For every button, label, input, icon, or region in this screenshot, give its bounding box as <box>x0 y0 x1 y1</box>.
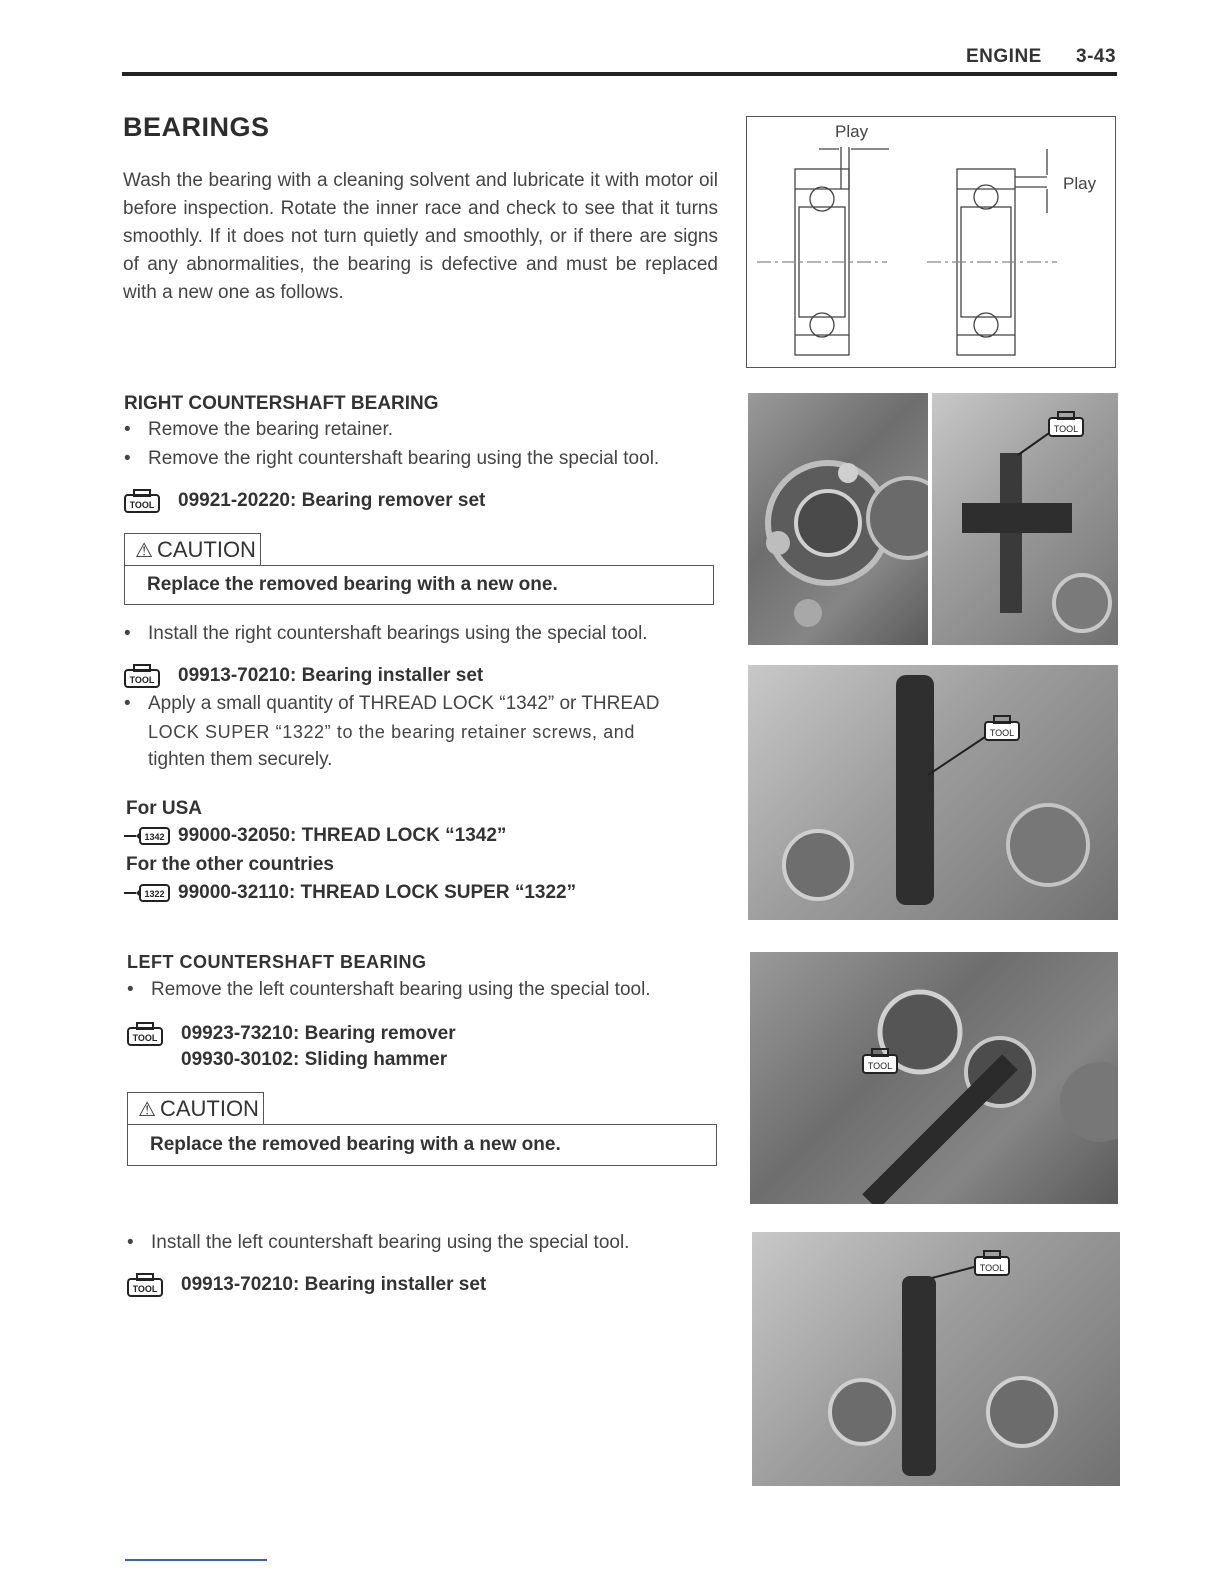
play-label-radial: Play <box>1063 174 1097 193</box>
warning-icon: ⚠ <box>135 539 153 562</box>
caution-box: Replace the removed bearing with a new one. <box>124 565 714 605</box>
svg-text:TOOL: TOOL <box>132 1033 158 1043</box>
tool-icon <box>862 1048 898 1074</box>
installer-right-photo-art <box>748 665 1118 920</box>
svg-text:TOOL: TOOL <box>989 728 1015 738</box>
list-item: • Remove the left countershaft bearing using the special tool. <box>127 979 651 1000</box>
svg-text:TOOL: TOOL <box>867 1061 893 1071</box>
remover-left-photo-art <box>750 952 1118 1204</box>
warning-icon: ⚠ <box>138 1098 156 1121</box>
svg-text:TOOL: TOOL <box>132 1284 158 1294</box>
footer-line <box>125 1559 267 1561</box>
page-title: BEARINGS <box>123 112 270 142</box>
thread-lock-icon <box>124 884 170 902</box>
header-section: ENGINE <box>966 46 1042 67</box>
list-item: • Install the left countershaft bearing using the special tool. <box>127 1232 630 1253</box>
list-item: • Apply a small quantity of THREAD LOCK “1342” or THREAD LOCK SUPER “1322” to the bearing retainer screws, and tighten them securely. <box>124 693 660 770</box>
intro-paragraph: Wash the bearing with a cleaning solvent and lubricate it with motor oil before inspection. Rotate the inner race and check to see that it turns smoothly. If it does not turn quietly and smoothly, or if there are signs of any abnormalities, the bearing is defective and must be replaced with a new one as follows. <box>123 170 718 303</box>
header-rule <box>122 72 1117 76</box>
list-item: • Remove the bearing retainer. <box>124 419 394 440</box>
for-other-countries-label: For the other countries <box>126 854 334 875</box>
tool-spec-left-remover: TOOL 09923-73210: Bearing remover <box>127 1022 456 1046</box>
page-number: 3-43 <box>1076 46 1117 67</box>
svg-text:TOOL: TOOL <box>1053 424 1079 434</box>
right-countershaft-heading: RIGHT COUNTERSHAFT BEARING <box>124 393 439 414</box>
list-item: • Remove the right countershaft bearing using the special tool. <box>124 448 660 469</box>
tool-spec-left-hammer: 09930-30102: Sliding hammer <box>181 1049 448 1070</box>
thread-lock-usa: 1342 99000-32050: THREAD LOCK “1342” <box>124 825 506 847</box>
photo-remover-set <box>932 393 1118 645</box>
bearing-diagram-svg <box>747 117 1115 367</box>
caution-box: Replace the removed bearing with a new one. <box>127 1124 717 1166</box>
caution-label: ⚠ CAUTION <box>127 1092 264 1125</box>
list-item: • Install the right countershaft bearings using the special tool. <box>124 623 648 644</box>
tool-icon <box>124 664 160 688</box>
for-usa-label: For USA <box>126 798 202 819</box>
photo-installer-left <box>752 1232 1120 1486</box>
remover-photo-art <box>932 393 1118 645</box>
tool-icon <box>974 1250 1010 1276</box>
tool-spec-left-installer: TOOL 09913-70210: Bearing installer set <box>127 1273 486 1297</box>
thread-lock-icon <box>124 827 170 845</box>
play-label-axial: Play <box>835 122 869 141</box>
tool-spec-right-installer: TOOL 09913-70210: Bearing installer set <box>124 664 483 688</box>
svg-text:TOOL: TOOL <box>979 1263 1005 1273</box>
svg-text:TOOL: TOOL <box>129 500 155 510</box>
installer-left-photo-art <box>752 1232 1120 1486</box>
svg-text:TOOL: TOOL <box>129 675 155 685</box>
svg-text:1322: 1322 <box>144 889 165 899</box>
photo-installer-right <box>748 665 1118 920</box>
photo-remover-left <box>750 952 1118 1204</box>
tool-icon <box>984 715 1020 741</box>
tool-icon <box>1048 411 1084 437</box>
left-countershaft-heading: LEFT COUNTERSHAFT BEARING <box>127 952 427 972</box>
thread-lock-other: 1322 99000-32110: THREAD LOCK SUPER “1322” <box>124 882 576 904</box>
svg-text:1342: 1342 <box>144 832 165 842</box>
tool-spec-right-remover: TOOL 09921-20220: Bearing remover set <box>124 489 485 513</box>
tool-icon <box>124 489 160 513</box>
tool-icon <box>127 1022 163 1046</box>
tool-icon <box>127 1273 163 1297</box>
caution-label: ⚠ CAUTION <box>124 533 261 566</box>
bearing-play-diagram <box>746 116 1116 368</box>
crankcase-photo-art <box>748 393 928 645</box>
photo-bearing-retainer <box>748 393 928 645</box>
